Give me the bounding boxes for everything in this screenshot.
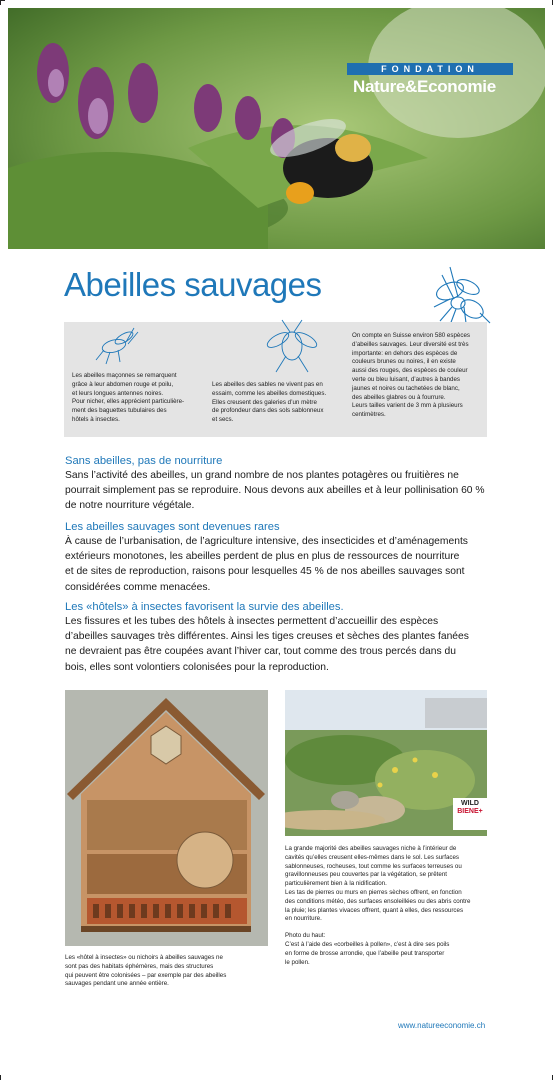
page-title: Abeilles sauvages [64,266,322,303]
brand-logo [347,63,513,97]
text-line: bois, elles sont volontiers colonisées pour la reproduction. [65,661,329,673]
text-line: d’abeilles sauvages. Leur diversité est très [352,340,469,348]
text-line: cavités qu’elles creusent elles-mêmes dans le sol. Les surfaces [285,853,460,861]
text-line: Les tas de pierres ou murs en pierres sèches offrent, en fonction [285,888,462,896]
text-line: et de sites de reproduction, raisons pour lesquelles 45 % de nos abeilles sauvages sont [65,566,465,578]
bee-drawing-icon [420,263,496,329]
section-body [65,534,490,595]
text-line: sablonneuses, rocheuses, tout comme les surfaces terreuses ou [285,862,462,870]
text-line: Leurs tailles varient de 3 mm à plusieurs [352,402,463,410]
text-line: aussi des rouges, des espèces de couleur [352,367,468,375]
caption-garden [285,845,495,975]
caption-paragraph [285,932,495,967]
sand-bee-icon [262,316,324,378]
info-col-mason-bees [72,372,194,425]
text-line: gravillonneuses peu couvertes par la végétation, se prêtent [285,871,448,879]
text-line: de profondeur dans des sols sablonneux [212,407,324,415]
text-line: importante: en dehors des espèces de [352,349,458,357]
text-line: On compte en Suisse environ 580 espèces [352,332,470,339]
wild-biene-badge [453,798,487,830]
text-line: centimètres. [352,411,386,419]
mason-bee-icon [90,324,142,366]
website-link[interactable]: www.natureeconomie.ch [398,1021,486,1030]
text-line: Les «hôtel à insectes» ou nichoirs à abeilles sauvages ne [65,954,223,961]
text-line: Les fissures et les tubes des hôtels à insectes permettent d’accueillir des espèces [65,616,439,627]
section-heading: Les abeilles sauvages sont devenues rares [65,521,280,533]
badge-line: BIENE+ [457,808,483,815]
text-line: C’est à l’aide des «corbeilles à pollen», c’est à dire ses poils [285,940,450,948]
text-line: Photo du haut: [285,932,326,940]
text-line: de notre nourriture végétale. [65,500,195,512]
info-col-sand-bees [212,381,334,425]
section-heading: Sans abeilles, pas de nourriture [65,455,223,467]
text-line: Pour nicher, elles apprécient particulière- [72,398,185,406]
text-line: la pluie; les plantes vivaces offrent, quant à elles, des ressources [285,906,464,914]
text-line: en nourriture. [285,915,322,923]
text-line: des abeilles glabres ou à fourrure. [352,393,446,401]
badge-line: WILD [461,800,479,807]
text-line: extérieurs monotones, les abeilles perdent de plus en plus de ressources de nourriture [65,551,460,563]
text-line: Les abeilles maçonnes se remarquent [72,372,177,379]
text-line: grâce à leur abdomen rouge et poilu, [72,380,174,388]
caption-paragraph [285,845,495,924]
text-line: et leurs longues antennes noires. [72,389,164,397]
caption-insect-hotel [65,954,270,989]
text-line: Les abeilles des sables ne vivent pas en [212,381,323,388]
text-line: ne devraient pas être coupées avant l’hiver car, tout comme des trous percés dans du [65,646,456,658]
text-line: considérées comme menacées. [65,581,211,593]
text-line: d’abeilles sauvages très différentes. Ainsi les tiges creuses et sèches des plantes fanées [65,631,469,643]
text-line: le pollen. [285,958,310,966]
section-food [65,454,490,514]
crop-mark [0,0,5,1]
text-line: verte ou bleu luisant, d’autres à bandes [352,375,461,383]
section-body [65,614,490,675]
text-line: À cause de l’urbanisation, de l’agriculture intensive, des insecticides et d’aménagements [65,536,468,547]
text-line: hôtels à insectes. [72,415,120,423]
text-line: en forme de brosse arrondie, que l’abeille peut transporter [285,949,445,957]
text-line: et secs. [212,416,234,424]
text-line: sauvages pendant une année entière. [65,980,169,988]
brand-fondation: FONDATION [347,63,513,75]
info-col-diversity [352,332,484,420]
section-heading: Les «hôtels» à insectes favorisent la survie des abeilles. [65,601,344,613]
crop-mark [0,1075,1,1080]
text-line: essaim, comme les abeilles domestiques. [212,389,327,397]
brand-name: Nature&Economie [353,77,496,96]
text-line: des conditions météo, des surfaces ensoleillées ou des abris contre [285,897,471,905]
text-line: Sans l’activité des abeilles, un grand nombre de nos plantes potagères ou fruitières ne [65,470,459,481]
section-insect-hotels [65,600,490,675]
text-line: ment des baguettes tubulaires des [72,407,167,415]
wild-garden-photo [285,690,487,836]
info-box [64,322,487,437]
section-body [65,468,490,514]
text-line: Elles creusent des galeries d’un mètre [212,398,317,406]
hero-photo-bumblebee [8,8,545,249]
text-line: jaunes et noires ou tachetées de blanc, [352,384,460,392]
section-rare [65,520,490,595]
text-line: particulièrement bien à la nidification. [285,880,387,888]
insect-hotel-photo [65,690,268,946]
text-line: qui peuvent être colonisées – par exemple par des abeilles [65,971,227,979]
text-line: La grande majorité des abeilles sauvages niche à l’intérieur de [285,845,457,852]
text-line: pourrait simplement pas se reproduire. Nous devons aux abeilles et à leur pollinisation 60 % [65,485,485,497]
text-line: couleurs brunes ou noires, il en existe [352,358,456,366]
text-line: sont pas des habitats éphémères, mais des structures [65,962,214,970]
